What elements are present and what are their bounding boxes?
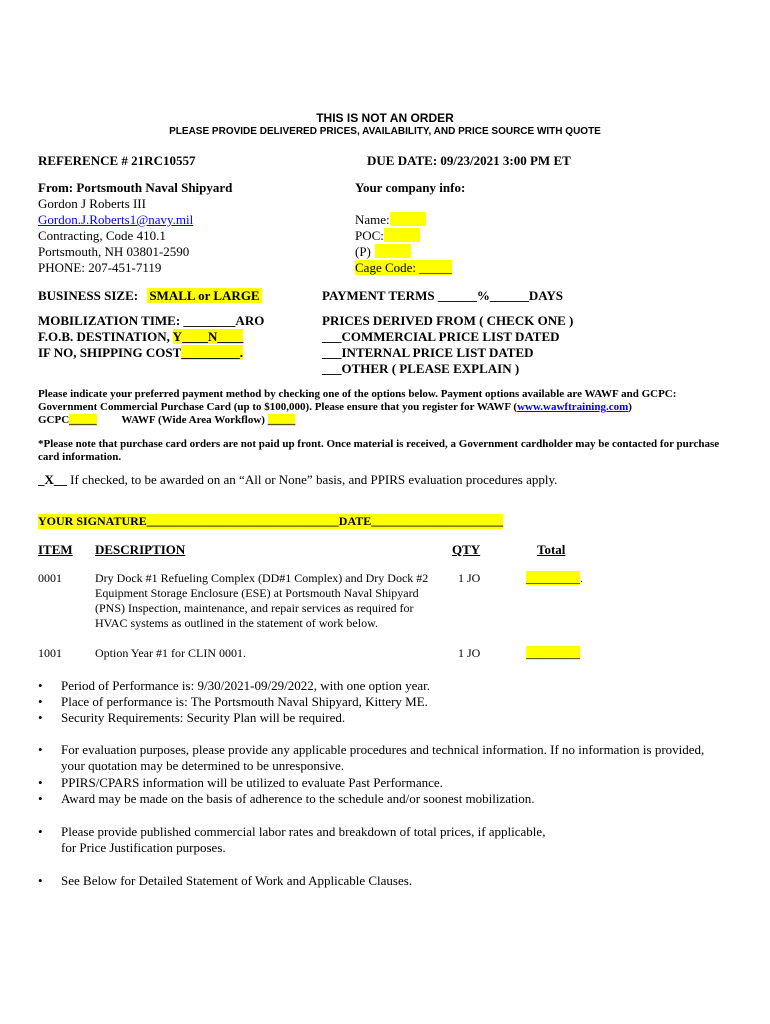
signature-label: YOUR SIGNATURE: [38, 514, 147, 528]
contact-name: Gordon J Roberts III: [38, 196, 146, 211]
desc-line: Equipment Storage Enclosure (ESE) at Portsmouth Naval Shipyard: [95, 586, 419, 600]
contact-email-link[interactable]: Gordon.J.Roberts1@navy.mil: [38, 212, 194, 227]
item-qty: 1 JO: [458, 571, 481, 585]
bullet-marker: •: [38, 791, 43, 806]
bullet-line: for Price Justification purposes.: [61, 840, 226, 855]
item-description: Option Year #1 for CLIN 0001.: [95, 646, 246, 660]
business-size-label: BUSINESS SIZE:: [38, 288, 139, 303]
business-size: [38, 288, 262, 304]
desc-line: (PNS) Inspection, maintenance, and repair services as required for: [95, 601, 414, 615]
gcpc-label: GCPC: [38, 414, 70, 426]
company-phone-label: (P): [355, 244, 371, 259]
item-qty: 1 JO: [458, 646, 481, 660]
bullet-line: your quotation may be determined to be unresponsive.: [61, 758, 345, 773]
payment-options: [38, 414, 676, 427]
wawf-checkbox[interactable]: _____: [267, 414, 296, 426]
all-or-none: [38, 472, 557, 488]
card-note-line1: *Please note that purchase card orders are not paid up front. Once material is received, a Government cardholder may be contacted for purchase: [38, 438, 720, 450]
bullet-item: Security Requirements: Security Plan will be required.: [61, 710, 346, 725]
shipping-cost-label: IF NO, SHIPPING COST: [38, 345, 182, 360]
col-header-total: Total: [537, 542, 566, 557]
total-suffix: .: [580, 571, 583, 585]
signature-line[interactable]: [38, 514, 503, 529]
col-header-description: DESCRIPTION: [95, 542, 186, 557]
all-or-none-text: If checked, to be awarded on an “All or None” basis, and PPIRS evaluation procedures apply.: [66, 472, 558, 487]
all-or-none-check[interactable]: _X__: [38, 472, 67, 487]
company-info-heading: Your company info:: [355, 180, 466, 195]
business-size-options[interactable]: SMALL or LARGE: [149, 288, 260, 303]
purchase-card-note: [38, 438, 719, 464]
price-source-block: [322, 313, 573, 377]
shipping-cost-blank[interactable]: _________.: [181, 345, 244, 360]
payment-note-line1: Please indicate your preferred payment method by checking one of the options below. Payment options available are WAWF and GCPC:: [38, 388, 677, 400]
bullet-item: Place of performance is: The Portsmouth Naval Shipyard, Kittery ME.: [61, 694, 428, 709]
payment-note-line2: [38, 401, 676, 414]
cage-code-label: Cage Code: _____: [355, 260, 452, 275]
bullet-marker: •: [38, 824, 43, 839]
company-phone-field[interactable]: [355, 244, 465, 260]
desc-line: Dry Dock #1 Refueling Complex (DD#1 Complex) and Dry Dock #2: [95, 571, 429, 585]
terms-block: [38, 313, 264, 361]
payment-method-note: [38, 388, 676, 427]
signature-blank[interactable]: ________________________________: [146, 514, 339, 528]
from-block: [38, 180, 232, 276]
total-blank[interactable]: _________: [526, 646, 580, 660]
due-date: DUE DATE: 09/23/2021 3:00 PM ET: [367, 153, 571, 168]
price-option-commercial[interactable]: ___COMMERCIAL PRICE LIST DATED: [322, 329, 560, 344]
page-title: THIS IS NOT AN ORDER: [316, 111, 454, 125]
total-blank[interactable]: _________: [526, 571, 580, 585]
col-header-item: ITEM: [38, 542, 73, 557]
fob-destination[interactable]: [38, 329, 264, 345]
company-poc-label: POC:: [355, 228, 384, 243]
wawf-label: WAWF (Wide Area Workflow): [121, 414, 265, 426]
bullet-item: [61, 742, 704, 774]
item-total[interactable]: [526, 571, 583, 586]
bullet-line: For evaluation purposes, please provide any applicable procedures and technical information. If no information is provided,: [61, 742, 705, 757]
bullet-marker: •: [38, 678, 43, 693]
item-number: 0001: [38, 571, 62, 585]
bullet-line: Please provide published commercial labor rates and breakdown of total prices, if applicable,: [61, 824, 546, 839]
date-label: DATE: [338, 514, 372, 528]
price-option-other[interactable]: ___OTHER ( PLEASE EXPLAIN ): [322, 361, 520, 376]
bullet-marker: •: [38, 873, 43, 888]
price-option-internal[interactable]: ___INTERNAL PRICE LIST DATED: [322, 345, 534, 360]
contact-city: Portsmouth, NH 03801-2590: [38, 244, 190, 259]
item-description: [95, 571, 428, 631]
company-poc-field[interactable]: [355, 228, 465, 244]
fob-label: F.O.B. DESTINATION,: [38, 329, 173, 344]
payment-note-text: Government Commercial Purchase Card (up to $100,000). Please ensure that you register for WAWF (: [38, 401, 518, 413]
page-subtitle: PLEASE PROVIDE DELIVERED PRICES, AVAILABILITY, AND PRICE SOURCE WITH QUOTE: [169, 126, 601, 137]
company-name-label: Name:: [355, 212, 390, 227]
reference-number: REFERENCE # 21RC10557: [38, 153, 196, 168]
bullet-marker: •: [38, 694, 43, 709]
gcpc-checkbox[interactable]: _____: [69, 414, 97, 426]
contact-phone: PHONE: 207-451-7119: [38, 260, 162, 275]
bullet-item: [61, 824, 545, 856]
col-header-qty: QTY: [452, 542, 481, 557]
price-source-heading: PRICES DERIVED FROM ( CHECK ONE ): [322, 313, 574, 328]
payment-note-close: ): [628, 401, 632, 413]
payment-terms[interactable]: PAYMENT TERMS ______%______DAYS: [322, 288, 564, 303]
card-note-line2: card information.: [38, 451, 122, 463]
bullet-marker: •: [38, 775, 43, 790]
bullet-marker: •: [38, 710, 43, 725]
bullet-item: Period of Performance is: 9/30/2021-09/29/2022, with one option year.: [61, 678, 430, 693]
item-number: 1001: [38, 646, 62, 660]
company-info-block: [355, 180, 465, 276]
date-blank[interactable]: ______________________: [371, 514, 504, 528]
desc-line: HVAC systems as outlined in the statement of work below.: [95, 616, 378, 630]
fob-choice[interactable]: Y____N____: [172, 329, 244, 344]
company-name-field[interactable]: [355, 212, 465, 228]
mobilization-time[interactable]: MOBILIZATION TIME: ________ARO: [38, 313, 265, 328]
item-total[interactable]: [526, 646, 580, 661]
from-heading: From: Portsmouth Naval Shipyard: [38, 180, 233, 195]
bullet-item: PPIRS/CPARS information will be utilized to evaluate Past Performance.: [61, 775, 443, 790]
bullet-item: See Below for Detailed Statement of Work and Applicable Clauses.: [61, 873, 413, 888]
cage-code-field[interactable]: [355, 260, 465, 276]
shipping-cost[interactable]: [38, 345, 264, 361]
contact-dept: Contracting, Code 410.1: [38, 228, 166, 243]
wawf-training-link[interactable]: www.wawftraining.com: [517, 401, 629, 413]
bullet-item: Award may be made on the basis of adherence to the schedule and/or soonest mobilization.: [61, 791, 535, 806]
bullet-marker: •: [38, 742, 43, 757]
